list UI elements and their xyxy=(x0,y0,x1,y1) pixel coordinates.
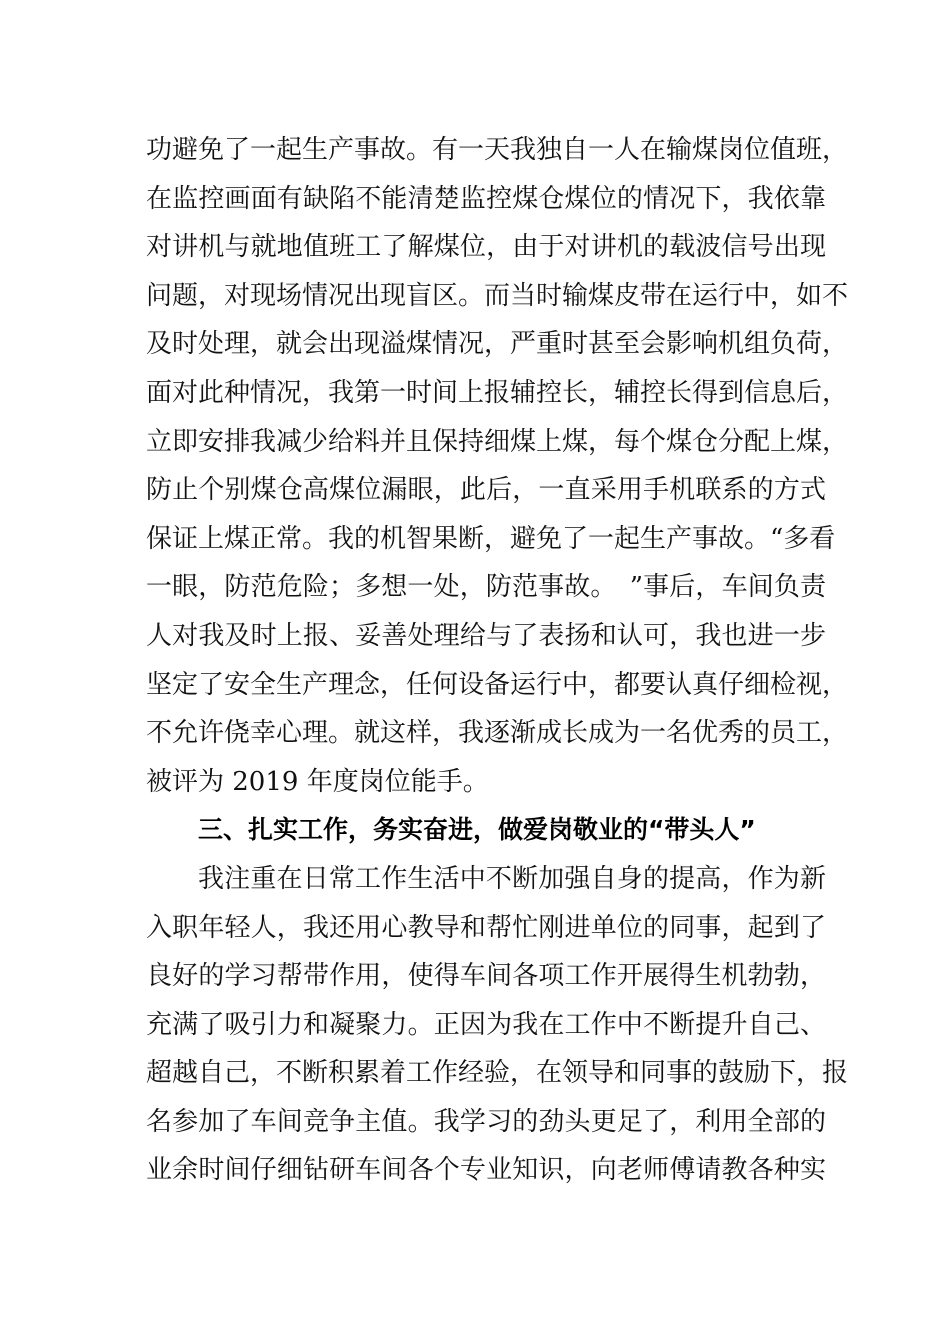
text-line: 坚定了安全生产理念，任何设备运行中，都要认真仔细检视， xyxy=(146,669,849,700)
document-body xyxy=(146,126,849,1195)
text-line: 功避免了一起生产事故。有一天我独自一人在输煤岗位值班， xyxy=(146,135,849,165)
text-line: 充满了吸引力和凝聚力。正因为我在工作中不断提升自己、 xyxy=(146,1009,826,1040)
text-line: 在监控画面有缺陷不能清楚监控煤仓煤位的情况下，我依靠 xyxy=(146,183,826,214)
text-line: 业余时间仔细钻研车间各个专业知识，向老师傅请教各种实 xyxy=(146,1155,826,1186)
text-line: 我注重在日常工作生活中不断加强自身的提高，作为新 xyxy=(198,863,826,894)
text-line: 被评为 2019 年度岗位能手。 xyxy=(146,766,489,797)
text-line: 防止个别煤仓高煤位漏眼，此后，一直采用手机联系的方式 xyxy=(146,475,826,506)
text-line: 立即安排我减少给料并且保持细煤上煤，每个煤仓分配上煤， xyxy=(146,426,849,457)
text-line: 名参加了车间竞争主值。我学习的劲头更足了，利用全部的 xyxy=(146,1106,826,1137)
text-line: 入职年轻人，我还用心教导和帮忙刚进单位的同事，起到了 xyxy=(146,912,826,943)
text-line: 保证上煤正常。我的机智果断，避免了一起生产事故。“多看 xyxy=(146,523,836,554)
text-line: 超越自己，不断积累着工作经验，在领导和同事的鼓励下，报 xyxy=(146,1058,849,1089)
text-line: 人对我及时上报、妥善处理给与了表扬和认可，我也进一步 xyxy=(146,620,826,651)
text-line: 不允许侥幸心理。就这样，我逐渐成长成为一名优秀的员工， xyxy=(146,718,849,749)
text-line: 及时处理，就会出现溢煤情况，严重时甚至会影响机组负荷， xyxy=(146,329,849,360)
text-line: 面对此种情况，我第一时间上报辅控长，辅控长得到信息后， xyxy=(146,377,849,408)
text-line: 问题，对现场情况出现盲区。而当时输煤皮带在运行中，如不 xyxy=(146,280,849,311)
text-line: 良好的学习帮带作用，使得车间各项工作开展得生机勃勃， xyxy=(146,961,826,992)
text-line: 一眼，防范危险；多想一处，防范事故。 ”事后，车间负责 xyxy=(146,572,826,603)
text-line: 对讲机与就地值班工了解煤位，由于对讲机的载波信号出现 xyxy=(146,232,826,263)
section-heading: 三、扎实工作，务实奋进，做爱岗敬业的“带头人” xyxy=(198,815,756,845)
